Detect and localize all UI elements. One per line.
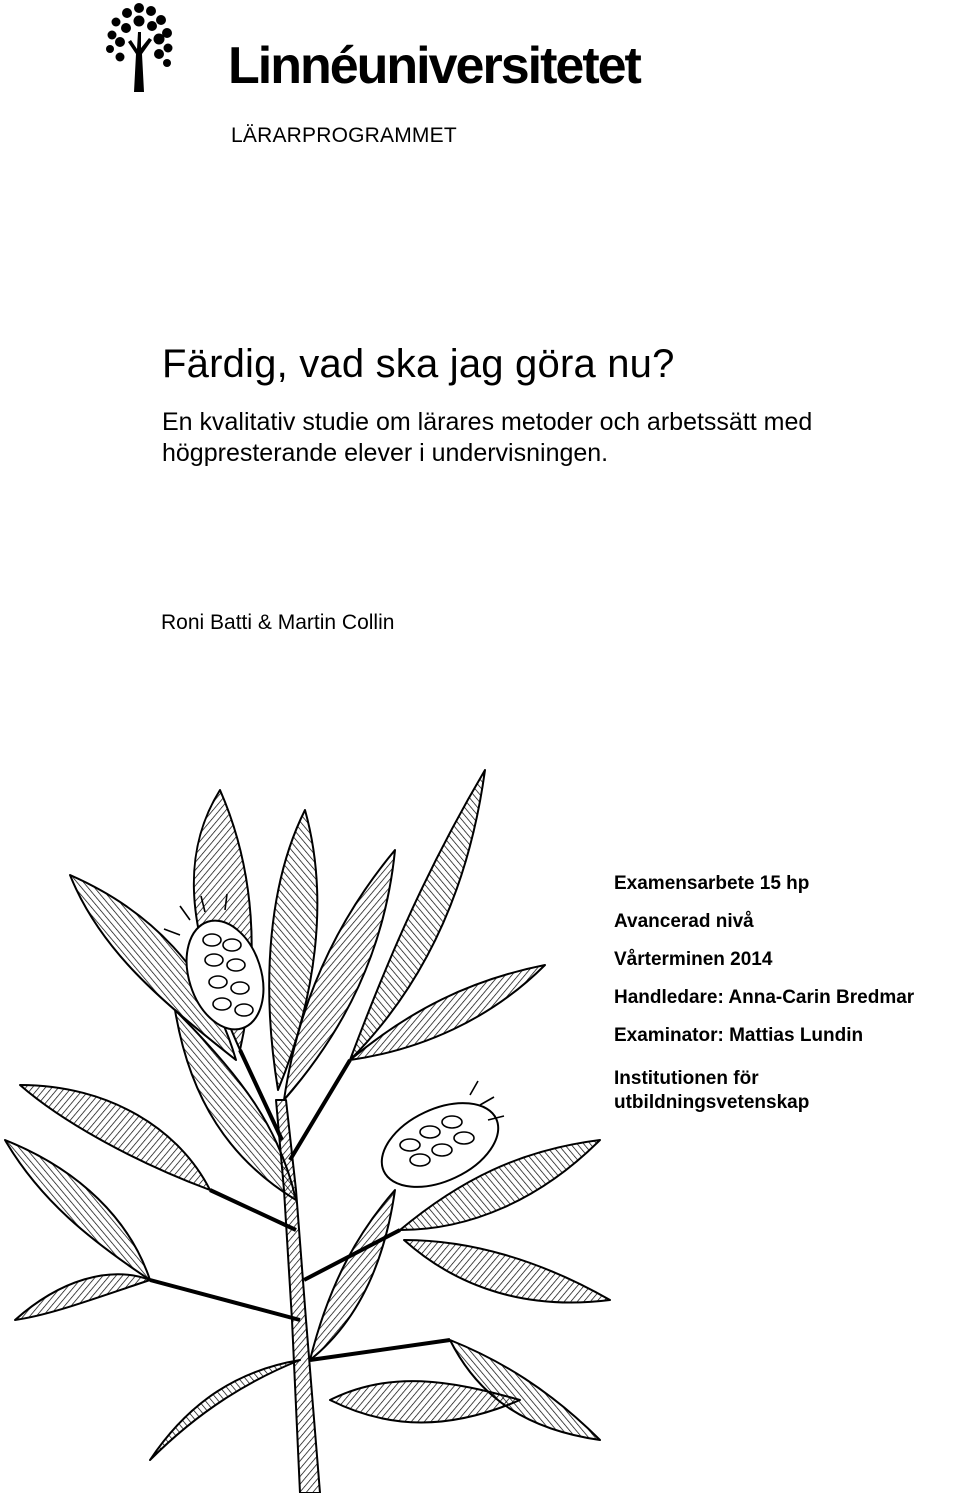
- authors: Roni Batti & Martin Collin: [161, 611, 395, 634]
- botanical-plant-illustration: [0, 760, 620, 1493]
- info-line-exam: Examensarbete 15 hp: [614, 873, 810, 894]
- info-line-term: Vårterminen 2014: [614, 949, 773, 970]
- thesis-title: Färdig, vad ska jag göra nu?: [162, 342, 675, 386]
- institution-line1: Institutionen för: [614, 1068, 759, 1089]
- tree-logo-icon: [104, 2, 176, 92]
- info-line-examiner: Examinator: Mattias Lundin: [614, 1025, 864, 1046]
- institution-line2: utbildningsvetenskap: [614, 1092, 810, 1113]
- program-label: LÄRARPROGRAMMET: [231, 124, 457, 147]
- thesis-subtitle: En kvalitativ studie om lärares metoder och arbetssätt med högpresterande elever i undervisningen.: [162, 408, 813, 467]
- institution: [614, 1067, 960, 1115]
- info-line-supervisor: Handledare: Anna-Carin Bredmar: [614, 987, 915, 1008]
- info-line-level: Avancerad nivå: [614, 911, 754, 932]
- university-name: Linnéuniversitetet: [228, 37, 640, 95]
- thesis-info-block: [614, 865, 960, 1115]
